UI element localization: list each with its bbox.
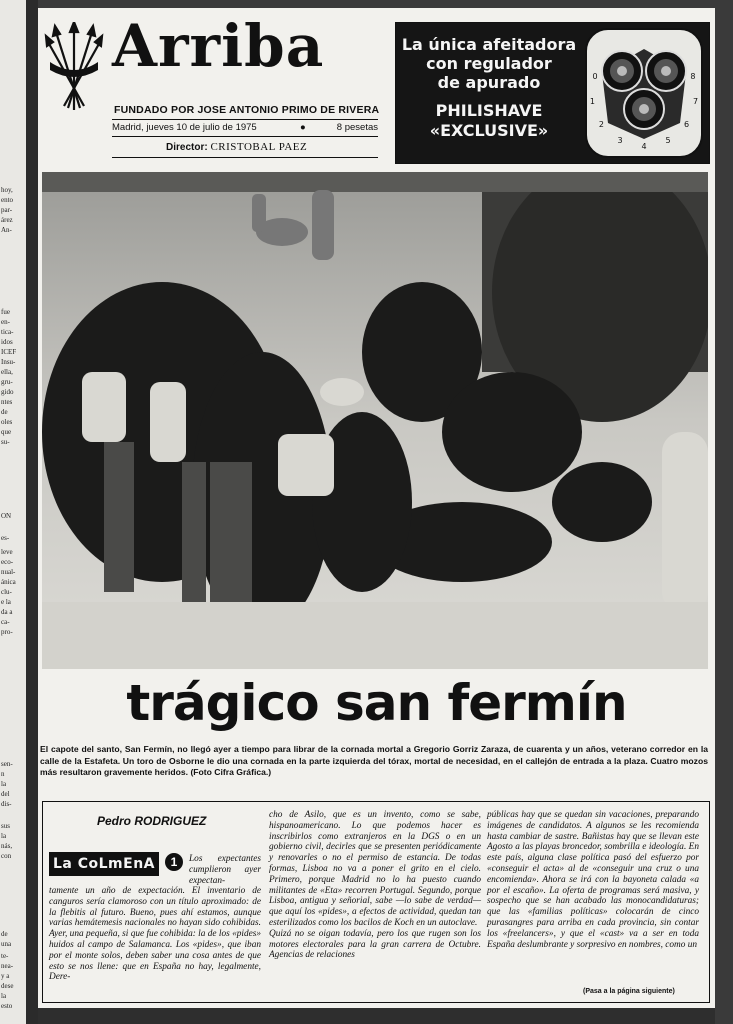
- previous-page-text-fragment: nás,: [1, 842, 13, 850]
- previous-page-text-fragment: de: [1, 408, 8, 416]
- dial-digit: 7: [693, 96, 699, 106]
- page-gutter: [26, 0, 38, 1024]
- previous-page-text-fragment: con: [1, 852, 12, 860]
- column-3-text: públicas hay que se quedan sin vacaciones, preparando imágenes de candidatos. A algunos se les recomienda hasta cambiar de sastre. Bañistas hay que se llevan este Agosto a las playas broncedor, sombrilla e ideología. En este país, alguna clase política pasó del esfuerzo por «conseguir el acta» al de «conseguir una cruz o una encomienda». Ahora se irá con la bayoneta calada «a por el escaño». La oferta de programas será masiva, y sospecho que se han acabado las monocandidaturas; que las «familias políticas» colocarán de cinco purasangres para arriba en cada provincia, sin contar los «freelancers», y que el «cast» va a ser en toda España deslumbrante y sorpresivo en nombres, como un: [487, 810, 699, 950]
- dial-digit: 3: [617, 136, 623, 146]
- column-2-text: cho de Asilo, que es un invento, como se sabe, hispanoamericano. Lo que podemos hacer es inscribirlos como extranjeros en la DGS o en un gobierno civil, decirles que se presenten periódicamente y renovarles o no el permiso de estancia. De todas formas, Lisboa no va a poner el grito en el cielo. Primero, porque Madrid no lo ha puesto cuando militantes de «Eta» recorren Portugal. Segundo, porque Lisboa, antigua y señorial, sabe —lo sabe de verdad— que aquí los «pides», a efectos de actividad, quedan tan esterilizados como los bacilos de Koch en un autoclave. Quizá no se oigan todavía, pero los que rugen son los motores electorales para la gran carrera de Octubre. Agencias de relaciones: [269, 810, 481, 961]
- director-label: Director:: [166, 142, 208, 153]
- ad-brand-model: «EXCLUSIVE»: [429, 121, 549, 140]
- previous-page-text-fragment: tica-: [1, 328, 14, 336]
- previous-page-text-fragment: dis-: [1, 800, 12, 808]
- previous-page-text-fragment: par-: [1, 206, 13, 214]
- yoke-and-arrows-icon: [44, 22, 104, 114]
- shaver-advertisement: [395, 22, 710, 164]
- previous-page-text-fragment: de: [1, 930, 8, 938]
- previous-page-text-fragment: eco-: [1, 558, 14, 566]
- previous-page-text-fragment: idos: [1, 338, 13, 346]
- previous-page-text-fragment: te-: [1, 952, 9, 960]
- previous-page-text-fragment: ca-: [1, 618, 10, 626]
- section-logo-text: La CoLmEnA: [52, 856, 155, 872]
- previous-page-text-fragment: n: [1, 770, 5, 778]
- continued-note: (Pasa a la página siguiente): [583, 988, 675, 995]
- previous-page-text-fragment: sen-: [1, 760, 13, 768]
- article-author: Pedro RODRIGUEZ: [97, 814, 207, 828]
- item-number: 1: [165, 853, 183, 871]
- ad-slogan: [396, 35, 582, 92]
- dateline: [112, 119, 378, 137]
- previous-page-text-fragment: ento: [1, 196, 14, 204]
- previous-page-text-fragment: la: [1, 992, 7, 1000]
- previous-page-text-fragment: An-: [1, 226, 12, 234]
- previous-page-text-fragment: nea-: [1, 962, 14, 970]
- ad-brand-name: PHILISHAVE: [435, 101, 543, 120]
- ad-line: con regulador: [426, 54, 552, 73]
- bullet-separator: ●: [300, 122, 306, 133]
- previous-page-text-fragment: ella,: [1, 368, 13, 376]
- previous-page-text-fragment: su-: [1, 438, 10, 446]
- dial-digit: 8: [690, 72, 696, 82]
- divider: [112, 157, 378, 158]
- section-logo: [49, 852, 159, 876]
- dial-digit: 4: [641, 142, 647, 151]
- column-article: [42, 801, 710, 1003]
- dial-digit: 2: [598, 119, 604, 129]
- previous-page-text-fragment: e la: [1, 598, 11, 606]
- column-1-text: tamente un año de expectación. El inventario de canguros sería clamoroso con un título aproximado: de la flebitis al futuro. Bueno, pues ahí estamos, aunque varias hemátemesis nacionales no hayan sido cohibidas. Ayer, una pequeña, si que fue cohibida: la de los «pides» huidos al campo de Salamanca. Los «pides», que iban por el monte solos, deben saber una cosa antes de que esto se nos llene: que en España no hay, legalmente, Dere-: [49, 886, 261, 983]
- column-1-lead: Los expectantes cumplieron ayer expectan-: [189, 854, 261, 886]
- dial-digit: 1: [589, 96, 595, 106]
- previous-page-text-fragment: en-: [1, 318, 10, 326]
- previous-page-text-fragment: del: [1, 790, 10, 798]
- founder-line: FUNDADO POR JOSE ANTONIO PRIMO DE RIVERA: [114, 104, 380, 116]
- previous-page-edge: [0, 0, 26, 1024]
- issue-date: Madrid, jueves 10 de julio de 1975: [112, 122, 257, 133]
- ad-brand: [396, 101, 582, 141]
- previous-page-text-fragment: oles: [1, 418, 13, 426]
- scan-border: [38, 1008, 715, 1024]
- photo-caption: El capote del santo, San Fermín, no llegó ayer a tiempo para librar de la cornada mortal a Gregorio Gorriz Zaraza, de cuarenta y un años, veterano corredor en la calle de la Estafeta. Un toro de Osborne le dio una cornada en la parte izquierda del tórax, mortal de necesidad, en el callejón de entrada a la plaza. Cuatro mozos más resultaron gravemente heridos. (Foto Cifra Gráfica.): [40, 744, 708, 777]
- previous-page-text-fragment: gru-: [1, 378, 13, 386]
- headline: trágico san fermín: [126, 674, 627, 732]
- previous-page-text-fragment: Insu-: [1, 358, 16, 366]
- bull-run-photo: [42, 172, 708, 669]
- issue-price: 8 pesetas: [336, 122, 378, 133]
- previous-page-text-fragment: hoy,: [1, 186, 13, 194]
- previous-page-text-fragment: ICEF: [1, 348, 17, 356]
- previous-page-text-fragment: nual-: [1, 568, 16, 576]
- previous-page-text-fragment: árez: [1, 216, 13, 224]
- dial-digit: 6: [684, 119, 690, 129]
- newspaper-title: Arriba: [112, 12, 325, 80]
- masthead: [38, 8, 388, 178]
- previous-page-text-fragment: ánica: [1, 578, 16, 586]
- previous-page-text-fragment: gido: [1, 388, 14, 396]
- previous-page-text-fragment: ntes: [1, 398, 13, 406]
- dial-digit: 0: [592, 72, 598, 82]
- previous-page-text-fragment: la: [1, 780, 7, 788]
- previous-page-text-fragment: esto: [1, 1002, 13, 1010]
- dial-digit: 5: [665, 136, 671, 146]
- previous-page-text-fragment: da a: [1, 608, 13, 616]
- previous-page-text-fragment: clu-: [1, 588, 12, 596]
- ad-line: de apurado: [437, 73, 541, 92]
- previous-page-text-fragment: dese: [1, 982, 14, 990]
- previous-page-text-fragment: ON: [1, 512, 12, 520]
- previous-page-text-fragment: leve: [1, 548, 13, 556]
- ad-line: La única afeitadora: [401, 35, 577, 54]
- previous-page-text-fragment: es-: [1, 534, 10, 542]
- director-name: CRISTOBAL PAEZ: [210, 141, 308, 153]
- director-line: [166, 141, 307, 153]
- newspaper-front-page: [38, 8, 715, 1008]
- previous-page-text-fragment: sus: [1, 822, 10, 830]
- previous-page-text-fragment: que: [1, 428, 12, 436]
- previous-page-text-fragment: pro-: [1, 628, 13, 636]
- previous-page-text-fragment: una: [1, 940, 12, 948]
- previous-page-text-fragment: y a: [1, 972, 10, 980]
- previous-page-text-fragment: la: [1, 832, 7, 840]
- shaver-head-icon: [584, 27, 704, 159]
- previous-page-text-fragment: fue: [1, 308, 10, 316]
